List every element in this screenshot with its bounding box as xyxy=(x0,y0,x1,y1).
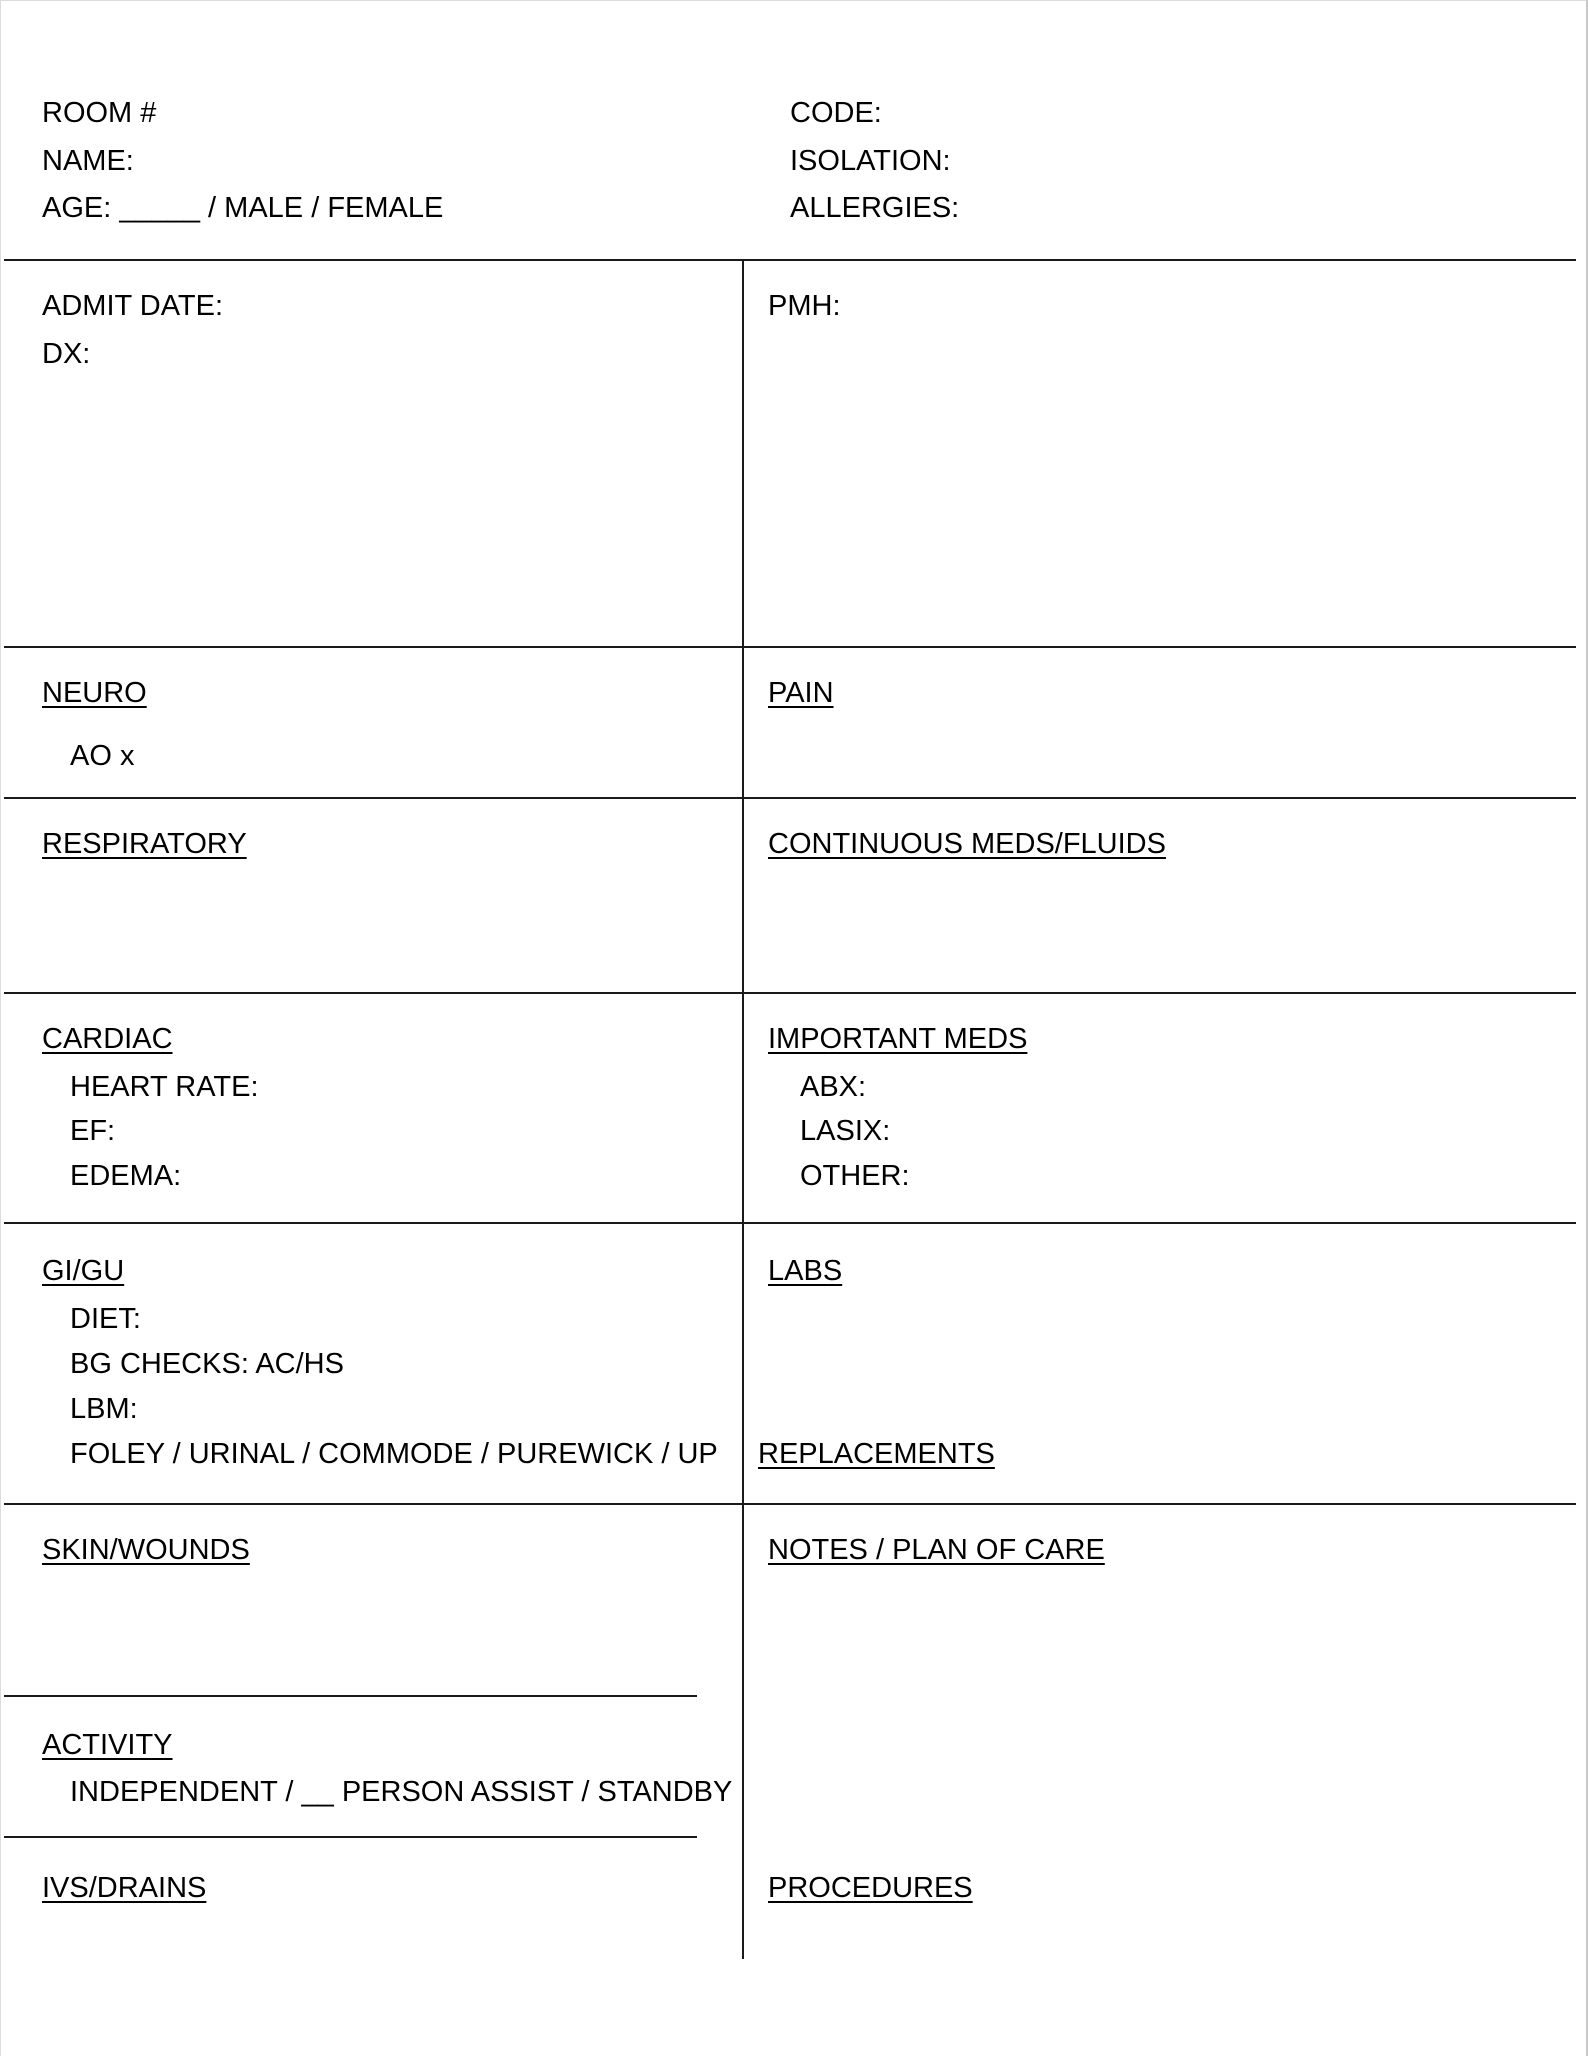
diet-label: DIET: xyxy=(70,1303,141,1335)
pain-heading: PAIN xyxy=(768,677,834,709)
skin-wounds-heading: SKIN/WOUNDS xyxy=(42,1534,250,1566)
continuous-meds-heading: CONTINUOUS MEDS/FLUIDS xyxy=(768,828,1166,860)
page-edge-top xyxy=(0,0,1588,1)
room-label: ROOM # xyxy=(42,97,157,129)
activity-heading: ACTIVITY xyxy=(42,1729,173,1761)
edema-label: EDEMA: xyxy=(70,1160,182,1192)
abx-label: ABX: xyxy=(800,1071,867,1103)
ef-label: EF: xyxy=(70,1115,116,1147)
replacements-heading: REPLACEMENTS xyxy=(758,1438,995,1470)
divider-activity xyxy=(4,1836,697,1838)
ivs-drains-heading: IVS/DRAINS xyxy=(42,1872,207,1904)
isolation-label: ISOLATION: xyxy=(790,145,951,177)
notes-plan-heading: NOTES / PLAN OF CARE xyxy=(768,1534,1105,1566)
lbm-label: LBM: xyxy=(70,1393,138,1425)
toileting-label: FOLEY / URINAL / COMMODE / PUREWICK / UP xyxy=(70,1438,718,1470)
divider-center xyxy=(742,259,744,1959)
important-meds-heading: IMPORTANT MEDS xyxy=(768,1023,1028,1055)
admit-date-label: ADMIT DATE: xyxy=(42,290,223,322)
age-sex-label: AGE: _____ / MALE / FEMALE xyxy=(42,192,444,224)
labs-heading: LABS xyxy=(768,1255,843,1287)
allergies-label: ALLERGIES: xyxy=(790,192,960,224)
activity-options-label: INDEPENDENT / __ PERSON ASSIST / STANDBY xyxy=(70,1776,733,1808)
neuro-heading: NEURO xyxy=(42,677,147,709)
procedures-heading: PROCEDURES xyxy=(768,1872,973,1904)
divider-gi-gu xyxy=(4,1503,1576,1505)
divider-skin xyxy=(4,1695,697,1697)
dx-label: DX: xyxy=(42,338,91,370)
respiratory-heading: RESPIRATORY xyxy=(42,828,247,860)
code-label: CODE: xyxy=(790,97,882,129)
pmh-label: PMH: xyxy=(768,290,841,322)
name-label: NAME: xyxy=(42,145,134,177)
divider-header xyxy=(4,259,1576,261)
bg-checks-label: BG CHECKS: AC/HS xyxy=(70,1348,344,1380)
divider-admission xyxy=(4,646,1576,648)
ao-label: AO x xyxy=(70,740,135,772)
divider-neuro xyxy=(4,797,1576,799)
cardiac-heading: CARDIAC xyxy=(42,1023,173,1055)
divider-cardiac xyxy=(4,1222,1576,1224)
page-edge-left xyxy=(0,0,1,2056)
other-label: OTHER: xyxy=(800,1160,910,1192)
divider-respiratory xyxy=(4,992,1576,994)
heart-rate-label: HEART RATE: xyxy=(70,1071,259,1103)
gi-gu-heading: GI/GU xyxy=(42,1255,125,1287)
lasix-label: LASIX: xyxy=(800,1115,891,1147)
